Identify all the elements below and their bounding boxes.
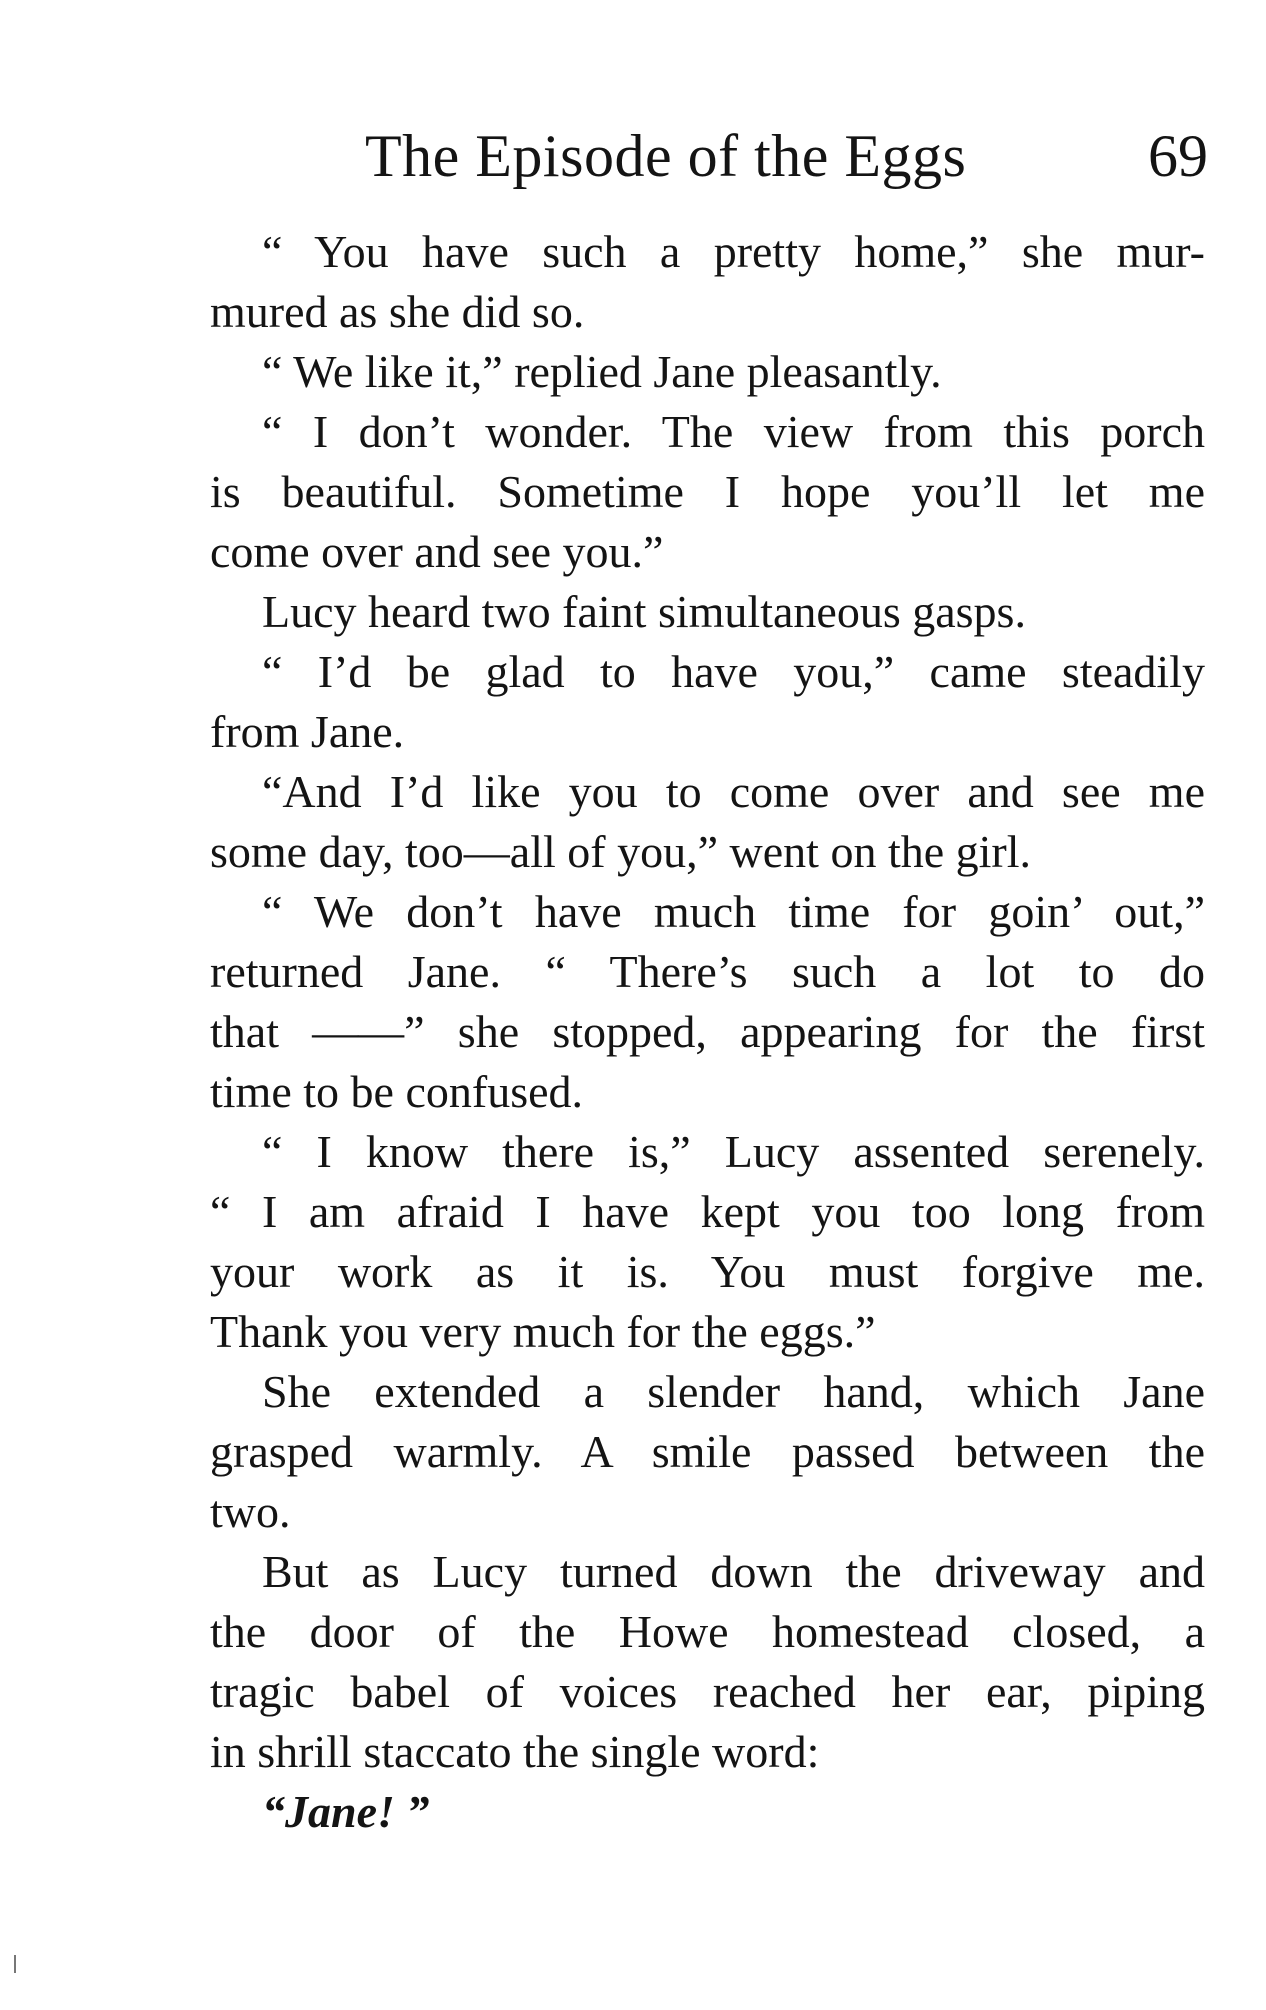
body-text (210, 222, 1205, 1842)
text-line: “ I know there is,” Lucy assented serenely. (262, 1126, 1205, 1177)
text-line: She extended a slender hand, which Jane (262, 1366, 1205, 1417)
text-line: is beautiful. Sometime I hope you’ll let me (210, 466, 1205, 517)
text-line: Lucy heard two faint simultaneous gasps. (262, 586, 1026, 637)
text-line: your work as it is. You must forgive me. (210, 1246, 1205, 1297)
text-line: some day, too—all of you,” went on the girl. (210, 826, 1032, 877)
scan-mark (14, 1955, 16, 1973)
text-line: Thank you very much for the eggs.” (210, 1306, 876, 1357)
text-line: come over and see you.” (210, 526, 664, 577)
text-line: “ We like it,” replied Jane pleasantly. (262, 346, 942, 397)
page-header (210, 122, 1208, 202)
text-line: two. (210, 1486, 291, 1537)
text-line: “ I don’t wonder. The view from this porch (262, 406, 1205, 457)
text-line: that ——” she stopped, appearing for the first (210, 1006, 1205, 1057)
text-line: the door of the Howe homestead closed, a (210, 1606, 1205, 1657)
text-line: in shrill staccato the single word: (210, 1726, 820, 1777)
text-line: tragic babel of voices reached her ear, piping (210, 1666, 1205, 1717)
text-line-exclamation: “Jane! ” (262, 1786, 430, 1837)
text-line: grasped warmly. A smile passed between the (210, 1426, 1205, 1477)
text-line: “ I’d be glad to have you,” came steadily (262, 646, 1205, 697)
text-line: “ I am afraid I have kept you too long from (210, 1186, 1205, 1237)
text-line: “ We don’t have much time for goin’ out,” (262, 886, 1205, 937)
text-line: “ You have such a pretty home,” she mur- (262, 226, 1205, 277)
text-line: mured as she did so. (210, 286, 585, 337)
text-line: But as Lucy turned down the driveway and (262, 1546, 1205, 1597)
text-line: from Jane. (210, 706, 405, 757)
text-line: “And I’d like you to come over and see me (262, 766, 1205, 817)
page-number: 69 (1148, 123, 1208, 189)
text-line: time to be confused. (210, 1066, 584, 1117)
text-line: returned Jane. “ There’s such a lot to do (210, 946, 1205, 997)
running-title: The Episode of the Eggs (365, 123, 967, 189)
